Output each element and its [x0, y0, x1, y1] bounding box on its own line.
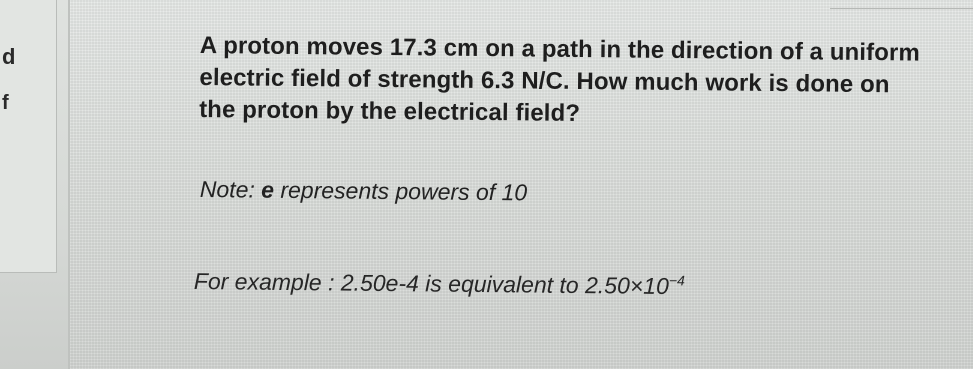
question-card: [68, 0, 973, 369]
example-text: [194, 268, 685, 300]
left-strip: [0, 0, 68, 369]
left-panel-text-fragment: f: [2, 92, 9, 114]
example-base: 10: [643, 272, 669, 299]
left-panel: [0, 0, 57, 273]
example-prefix: For example : 2.50e-4 is equivalent to 2.50: [193, 268, 630, 299]
example-times: ×: [629, 272, 644, 299]
note-text: [200, 176, 528, 206]
example-exponent: −4: [668, 272, 685, 289]
question-line: electric field of strength 6.3 N/C. How much work is done on: [199, 63, 890, 99]
left-panel-text-fragment: d: [2, 44, 16, 69]
note-prefix: Note:: [199, 176, 262, 203]
note-suffix: represents powers of 10: [273, 176, 528, 206]
divider: [830, 8, 973, 9]
question-text: [199, 30, 973, 135]
note-e-letter: e: [261, 176, 275, 203]
question-line: A proton moves 17.3 cm on a path in the direction of a uniform: [199, 31, 921, 67]
question-line: the proton by the electrical field?: [199, 95, 581, 127]
